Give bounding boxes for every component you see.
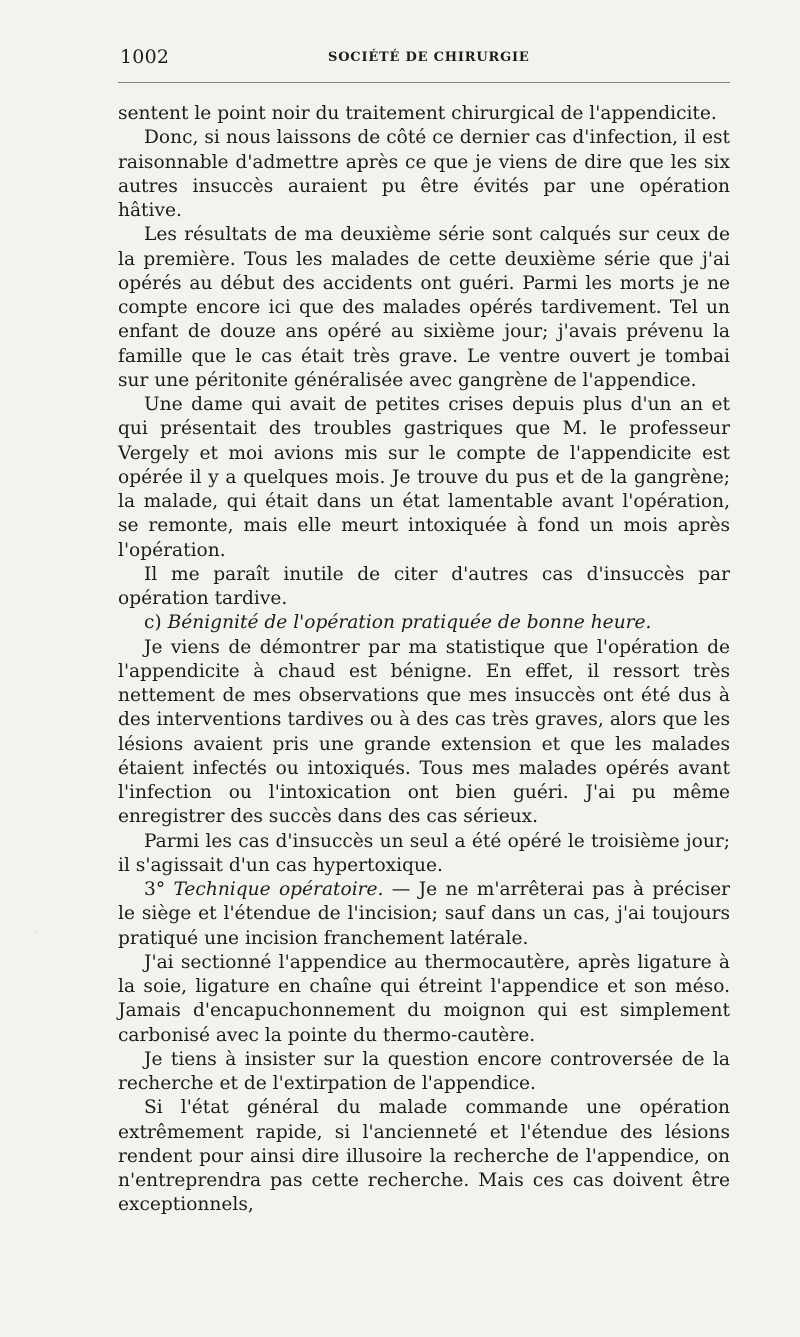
- paragraph-late-operation-note: Il me paraît inutile de citer d'autres cas d'insuccès par opération tardive.: [118, 563, 730, 609]
- paragraph-benignity-demonstration: Je viens de démontrer par ma statistique que l'opération de l'appendicite à chaud est bénigne. En effet, il ressort très nettement de mes observations que mes insuccès ont été dus à des interventions tardives ou à des cas très graves, alors que les lésions avaient pris une grande extension et que les malades étaient infectés ou intoxiqués. Tous mes malades opérés avant l'infection ou l'intoxication ont bien guéri. J'ai pu même enregistrer des succès dans des cas sérieux.: [118, 636, 730, 828]
- section-heading-benignity: [118, 611, 730, 635]
- section-title: Bénignité de l'opération pratiquée de bonne heure.: [167, 612, 652, 634]
- section-text: — Je ne m'arrêterai pas à préciser le siège et l'étendue de l'incision; sauf dans un cas, j'ai toujours pratiqué une incision franchement latérale.: [118, 879, 730, 949]
- paragraph-third-day-case: Parmi les cas d'insuccès un seul a été opéré le troisième jour; il s'agissait d'un cas hypertoxique.: [118, 830, 730, 876]
- page-number: 1002: [120, 46, 170, 68]
- paragraph-exceptional-cases: Si l'état général du malade commande une opération extrêmement rapide, si l'ancienneté et l'étendue des lésions rendent pour ainsi dire illusoire la recherche de l'appendice, on n'entreprendra pas cette recherche. Mais ces cas doivent être exceptionnels,: [118, 1097, 730, 1216]
- section-title: Technique opératoire.: [173, 879, 384, 900]
- paragraph-continuation: sentent le point noir du traitement chirurgical de l'appendicite.: [118, 103, 717, 124]
- page-header: [118, 46, 730, 70]
- header-rule: [118, 82, 730, 83]
- paragraph-late-case: Une dame qui avait de petites crises depuis plus d'un an et qui présentait des troubles gastriques que M. le professeur Vergely et moi avions mis sur le compte de l'appendicite est opérée il y a quelques mois. Je trouve du pus et de la gangrène; la malade, qui était dans un état lamentable avant l'opération, se remonte, mais elle meurt intoxiquée à fond un mois après l'opération.: [118, 394, 730, 561]
- paragraph-second-series: Les résultats de ma deuxième série sont calqués sur ceux de la première. Tous les malades de cette deuxième série que j'ai opérés au début des accidents ont guéri. Parmi les morts je ne compte encore ici que des malades opérés tardivement. Tel un enfant de douze ans opéré au sixième jour; j'avais prévenu la famille que le cas était très grave. Le ventre ouvert je tombai sur une péritonite généralisée avec gangrène de l'appendice.: [118, 224, 730, 391]
- paragraph-infection-summary: Donc, si nous laissons de côté ce dernier cas d'infection, il est raisonnable d'admettre après ce que je viens de dire que les six autres insuccès auraient pu être évités par une opération hâtive.: [118, 127, 730, 221]
- section-label: c): [144, 612, 162, 634]
- body-text: [118, 102, 730, 1218]
- paragraph-controversy: Je tiens à insister sur la question encore controversée de la recherche et de l'extirpation de l'appendice.: [118, 1048, 730, 1094]
- running-title: SOCIÉTÉ DE CHIRURGIE: [328, 50, 530, 65]
- paper-speck: [35, 930, 38, 933]
- section-operative-technique: [118, 878, 730, 951]
- section-number: 3°: [144, 879, 166, 900]
- paragraph-appendix-section: J'ai sectionné l'appendice au thermocautère, après ligature à la soie, ligature en chaîne qui étreint l'appendice et son méso. Jamais d'encapuchonnement du moignon qui est simplement carbonisé avec la pointe du thermo-cautère.: [118, 951, 730, 1046]
